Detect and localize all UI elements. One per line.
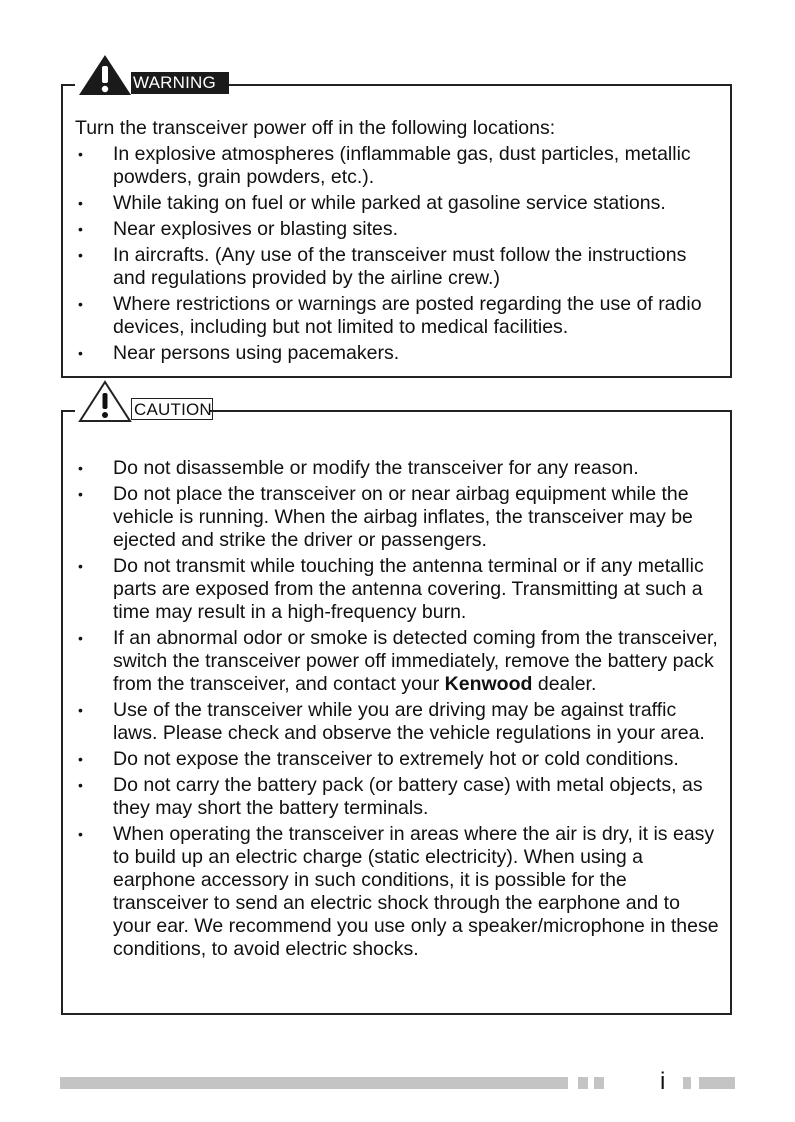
footer-bar-block — [578, 1077, 588, 1089]
caution-box — [61, 400, 732, 1015]
caution-list — [75, 457, 720, 961]
list-item: • Do not disassemble or modify the transceiver for any reason. — [78, 457, 639, 479]
page-number: i — [660, 1068, 666, 1095]
list-item: • If an abnormal odor or smoke is detected coming from the transceiver, switch the transceiver power off immediately, remove the battery pack from the transceiver, and contact your Kenwood dealer. — [78, 627, 718, 695]
list-item: • Do not expose the transceiver to extremely hot or cold conditions. — [78, 748, 679, 770]
warning-intro: Turn the transceiver power off in the following locations: — [75, 117, 556, 139]
warning-label-text: WARNING — [131, 72, 229, 94]
list-item: • Where restrictions or warnings are posted regarding the use of radio devices, including but not limited to medical facilities. — [78, 293, 702, 338]
list-item: • Do not place the transceiver on or near airbag equipment while the vehicle is running. When the airbag inflates, the transceiver may be ejected and strike the driver or passengers. — [78, 483, 693, 551]
list-item: • Near explosives or blasting sites. — [78, 218, 399, 240]
warning-box — [61, 73, 732, 378]
list-item: • Do not transmit while touching the antenna terminal or if any metallic parts are exposed from the antenna covering. Transmitting at such a time may result in a high-frequency burn. — [78, 555, 704, 623]
list-item: • While taking on fuel or while parked at gasoline service stations. — [78, 192, 666, 214]
footer-bar-block — [683, 1077, 691, 1089]
list-item: • Use of the transceiver while you are driving may be against traffic laws. Please check and observe the vehicle regulations in your area. — [78, 699, 705, 744]
brand-name: Kenwood — [444, 673, 533, 695]
list-item: • Do not carry the battery pack (or battery case) with metal objects, as they may short the battery terminals. — [78, 774, 703, 819]
footer-bar-short — [699, 1077, 735, 1089]
caution-label-text: CAUTION — [131, 398, 213, 420]
list-item: • Near persons using pacemakers. — [78, 342, 400, 364]
footer-bar-long — [60, 1077, 568, 1089]
list-item: • When operating the transceiver in areas where the air is dry, it is easy to build up an electric charge (static electricity). When using a earphone accessory in such conditions, it is possible for the transceiver to send an electric shock through the earphone and to your ear. We recommend you use only a speaker/microphone in these conditions, to avoid electric shocks. — [78, 823, 719, 960]
warning-list — [75, 143, 720, 365]
list-item: • In explosive atmospheres (inflammable gas, dust particles, metallic powders, grain powders, etc.). — [78, 143, 691, 188]
list-item: • In aircrafts. (Any use of the transceiver must follow the instructions and regulations provided by the airline crew.) — [78, 244, 687, 289]
caution-triangle-icon — [77, 379, 133, 423]
footer-bar-block — [594, 1077, 604, 1089]
warning-triangle-icon — [77, 53, 133, 97]
